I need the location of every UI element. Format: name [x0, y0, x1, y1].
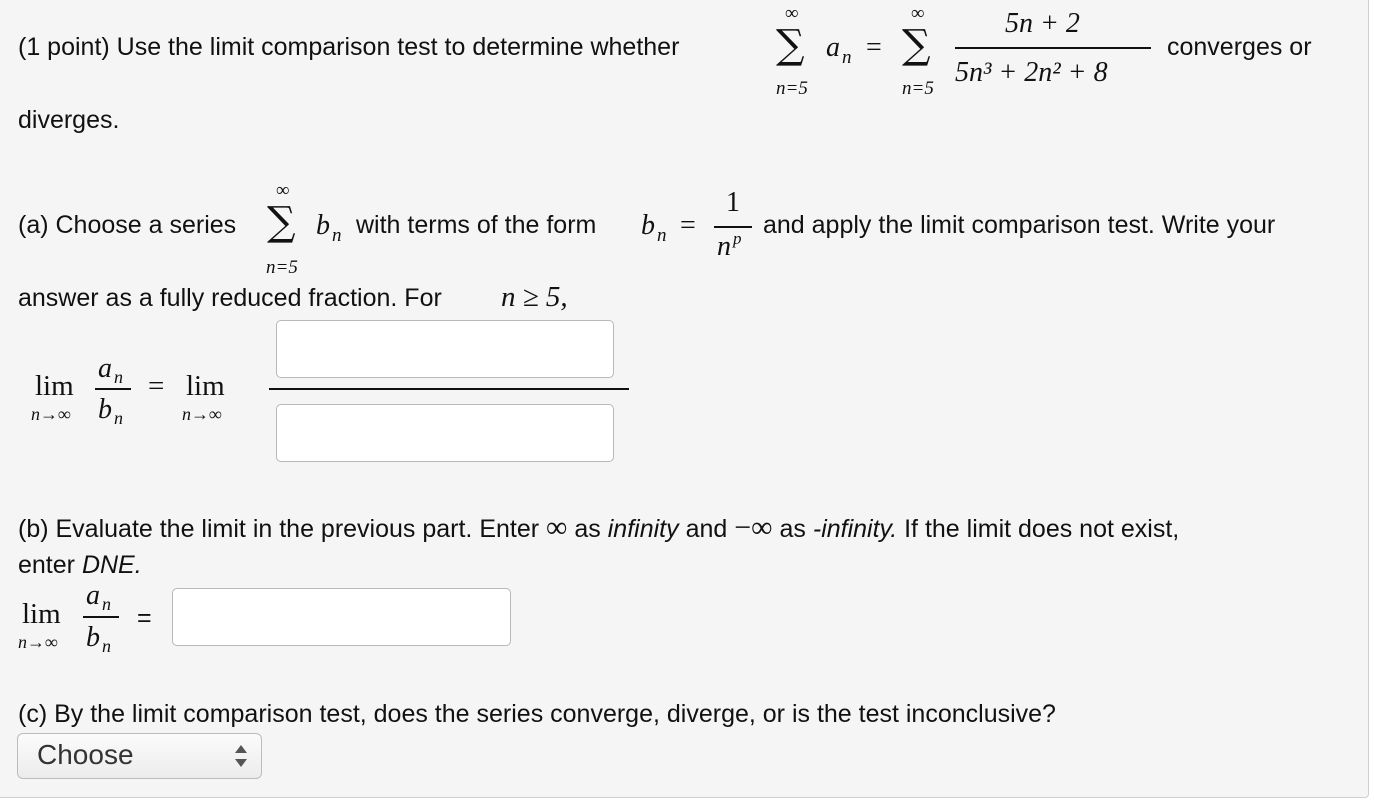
part-a-lim1: lim — [35, 370, 74, 402]
part-a-form-denominator: n — [717, 231, 731, 262]
part-c-question: (c) By the limit comparison test, does the series converge, diverge, or is the test inconclusive? — [18, 700, 1056, 728]
neg-infinity-word: -infinity. — [812, 515, 898, 543]
intro-fraction-bar — [955, 47, 1151, 49]
infinity-word: infinity — [607, 515, 679, 543]
part-b-ratio-den: b — [86, 622, 100, 653]
part-b-lim-sub: n→∞ — [18, 632, 58, 652]
intro-text-suffix: converges or — [1167, 33, 1312, 61]
intro-sum1-upper: ∞ — [785, 3, 799, 24]
part-a-form-numerator: 1 — [726, 187, 740, 218]
part-a-lim1-sub: n→∞ — [31, 404, 71, 424]
sigma-symbol-3: ∑ — [267, 199, 296, 245]
limit-answer-input[interactable] — [172, 588, 511, 646]
conclusion-select[interactable] — [17, 733, 262, 779]
part-a-ratio-num: a — [98, 353, 112, 384]
part-a-lim2-sub: n→∞ — [182, 404, 222, 424]
infinity-symbol: ∞ — [546, 511, 568, 544]
answer-fraction-bar — [269, 388, 629, 390]
part-a-form-b-sub: n — [657, 225, 667, 246]
part-a-middle: with terms of the form — [356, 211, 597, 239]
part-b-ratio-bar — [83, 616, 119, 618]
part-b-ratio-num-sub: n — [102, 594, 111, 614]
part-a-form-exponent: p — [733, 229, 742, 248]
intro-fraction-numerator: 5n + 2 — [1005, 8, 1080, 39]
part-a-lim-equals: = — [148, 370, 165, 402]
intro-text-prefix: (1 point) Use the limit comparison test to determine whether — [18, 33, 680, 61]
part-a-form-bar — [714, 226, 752, 228]
select-arrows-icon — [235, 743, 247, 769]
intro-equals: = — [866, 32, 882, 63]
sigma-symbol-2: ∑ — [902, 22, 931, 68]
numerator-input[interactable] — [276, 320, 614, 378]
part-b-text — [18, 511, 1179, 545]
part-b-ratio-den-sub: n — [102, 636, 111, 656]
part-b-text-1: (b) Evaluate the limit in the previous part. Enter — [18, 515, 540, 543]
part-b-ratio-num: a — [86, 580, 100, 611]
neg-infinity-symbol: −∞ — [734, 511, 773, 544]
part-a-b: b — [316, 210, 330, 241]
part-a-ratio-den: b — [98, 394, 112, 425]
part-b-enter: enter — [18, 551, 75, 579]
part-b-line2 — [18, 551, 142, 580]
part-a-line2: answer as a fully reduced fraction. For — [18, 284, 442, 312]
denominator-input[interactable] — [276, 404, 614, 462]
sigma-symbol-1: ∑ — [776, 22, 805, 68]
part-a-line2-math: n ≥ 5, — [501, 281, 568, 313]
part-a-sum-lower: n=5 — [266, 257, 298, 278]
part-a-lim2: lim — [186, 370, 225, 402]
part-a-sum-upper: ∞ — [276, 180, 290, 201]
intro-term-sub: n — [842, 47, 852, 68]
part-b-text-2: as — [574, 515, 601, 543]
part-b-equals: = — [137, 604, 152, 632]
part-a-form-equals: = — [680, 210, 696, 241]
intro-text-line2: diverges. — [18, 106, 120, 134]
select-value: Choose — [37, 739, 134, 770]
part-b-text-4: as — [779, 515, 806, 543]
part-a-suffix: and apply the limit comparison test. Write your — [763, 211, 1276, 239]
part-b-text-5: If the limit does not exist, — [904, 515, 1180, 543]
part-a-form-b: b — [641, 210, 655, 241]
part-a-b-sub: n — [332, 225, 342, 246]
intro-term-a: a — [826, 32, 840, 63]
part-a-ratio-bar — [95, 388, 131, 390]
part-b-lim: lim — [22, 598, 61, 630]
intro-sum2-lower: n=5 — [902, 78, 934, 99]
intro-fraction-denominator: 5n³ + 2n² + 8 — [955, 57, 1108, 88]
intro-sum2-upper: ∞ — [911, 3, 925, 24]
intro-sum1-lower: n=5 — [776, 78, 808, 99]
dne-text: DNE. — [81, 551, 142, 579]
part-a-ratio-den-sub: n — [114, 408, 123, 428]
part-a-prefix: (a) Choose a series — [18, 211, 237, 239]
part-b-text-3: and — [685, 515, 728, 543]
part-a-ratio-num-sub: n — [114, 367, 123, 387]
